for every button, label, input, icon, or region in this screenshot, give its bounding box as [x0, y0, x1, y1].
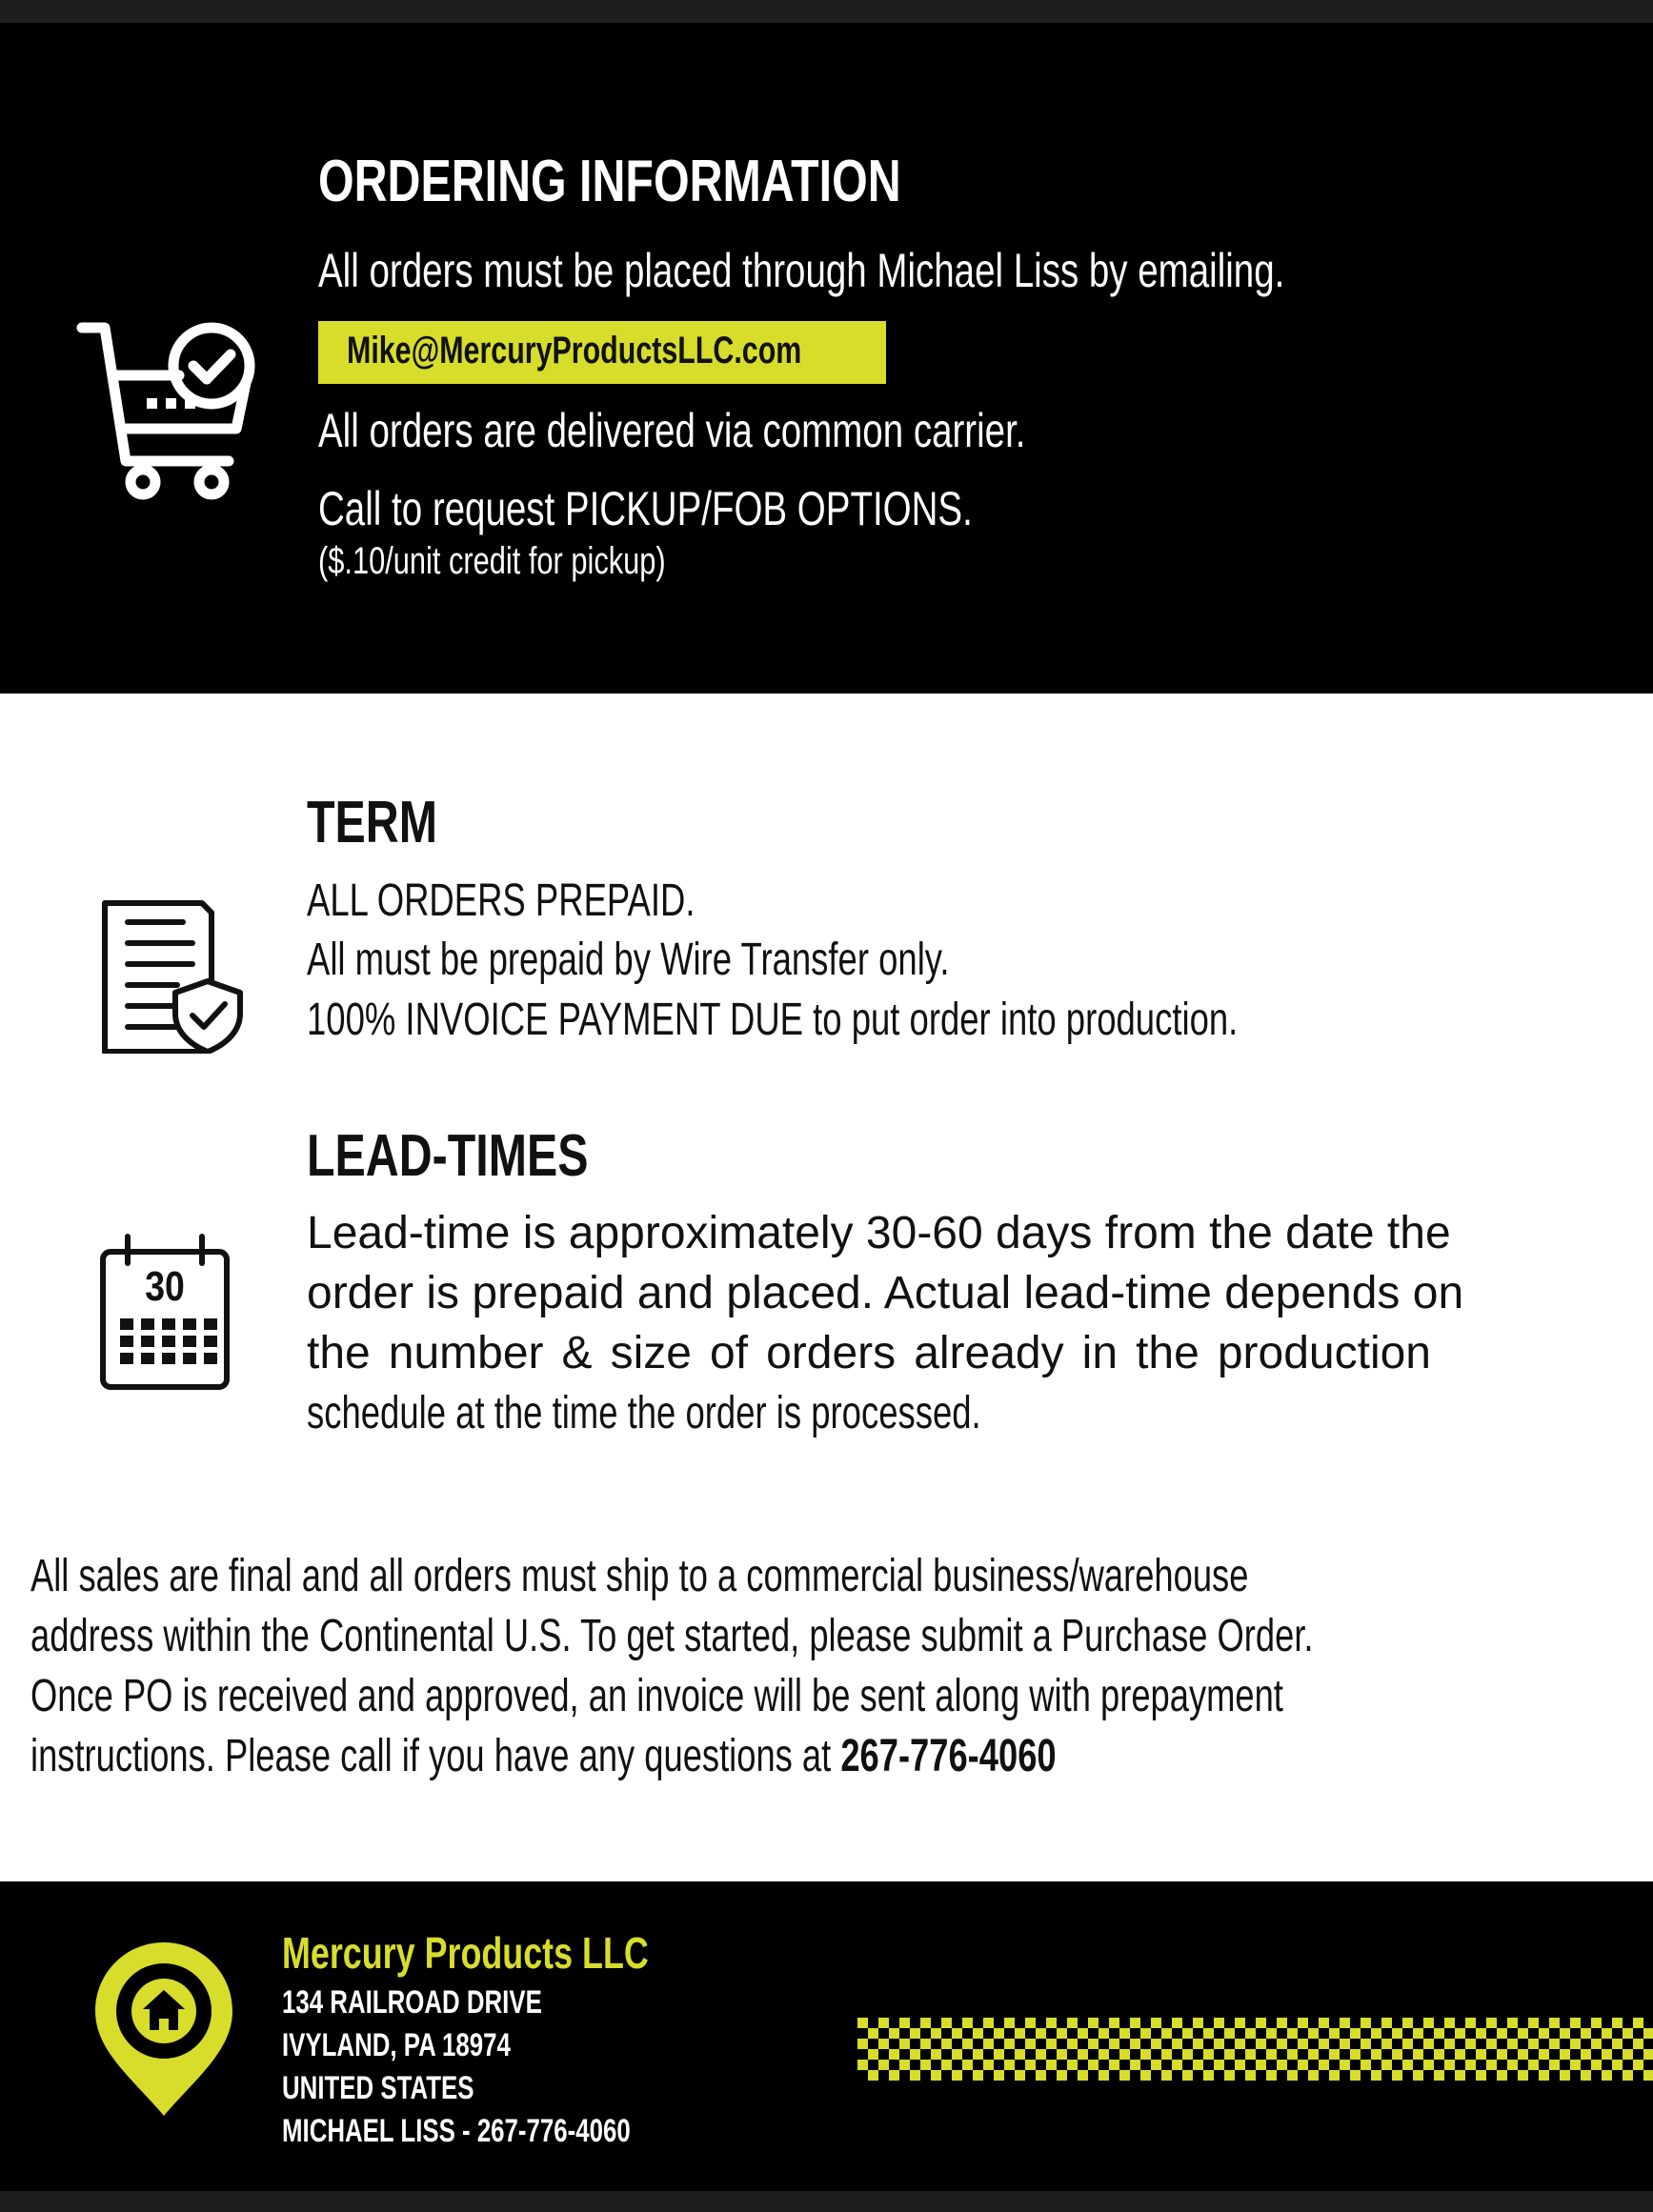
lead-times-line: the number & size of orders already in the production	[307, 1328, 1431, 1378]
delivery-note: All orders are delivered via common carrier.	[318, 404, 1026, 457]
term-line-2: All must be prepaid by Wire Transfer only.	[307, 935, 950, 985]
lead-times-line: order is prepaid and placed. Actual lead-time depends on	[307, 1268, 1464, 1318]
email-link[interactable]: Mike@MercuryProductsLLC.com	[347, 330, 802, 372]
top-strip	[0, 0, 1653, 23]
document-shield-check-icon	[101, 899, 246, 1054]
company-name: Mercury Products LLC	[282, 1928, 649, 1978]
ordering-email-instruction: All orders must be placed through Michael Liss by emailing.	[318, 244, 1285, 297]
sales-phone-number[interactable]: 267-776-4060	[840, 1731, 1057, 1781]
ordering-title: ORDERING INFORMATION	[318, 149, 901, 214]
pickup-note: Call to request PICKUP/FOB OPTIONS.	[318, 482, 973, 535]
lead-times-line: Lead-time is approximately 30-60 days from the date the	[307, 1208, 1451, 1258]
pickup-credit-note: ($.10/unit credit for pickup)	[318, 540, 666, 582]
sales-terms-paragraph	[30, 1546, 1653, 1786]
calendar-day: 30	[145, 1263, 185, 1310]
lead-times-title: LEAD-TIMES	[307, 1123, 589, 1189]
calendar-icon	[99, 1231, 231, 1391]
sales-line: instructions. Please call if you have any questions at	[30, 1731, 841, 1781]
sales-line: address within the Continental U.S. To get started, please submit a Purchase Order.	[30, 1611, 1314, 1661]
bottom-strip	[0, 2191, 1653, 2212]
sales-line: Once PO is received and approved, an invoice will be sent along with prepayment	[30, 1671, 1283, 1721]
lead-times-line: schedule at the time the order is processed.	[307, 1388, 981, 1438]
term-title: TERM	[307, 790, 438, 855]
sales-line-last	[30, 1726, 1314, 1786]
lead-times-description	[307, 1203, 1464, 1443]
term-line-1: ALL ORDERS PREPAID.	[307, 875, 695, 926]
shopping-cart-check-icon	[76, 316, 257, 502]
location-pin-home-icon	[91, 1939, 236, 2120]
sales-line: All sales are final and all orders must ship to a commercial business/warehouse	[30, 1551, 1249, 1601]
address-line-city: IVYLAND, PA 18974	[282, 2027, 511, 2063]
contact-line[interactable]: MICHAEL LISS - 267-776-4060	[282, 2113, 631, 2149]
term-line-3: 100% INVOICE PAYMENT DUE to put order into production.	[307, 995, 1239, 1045]
address-line-street: 134 RAILROAD DRIVE	[282, 1984, 542, 2021]
checkered-flag-pattern	[857, 2018, 1653, 2081]
address-line-country: UNITED STATES	[282, 2070, 474, 2106]
